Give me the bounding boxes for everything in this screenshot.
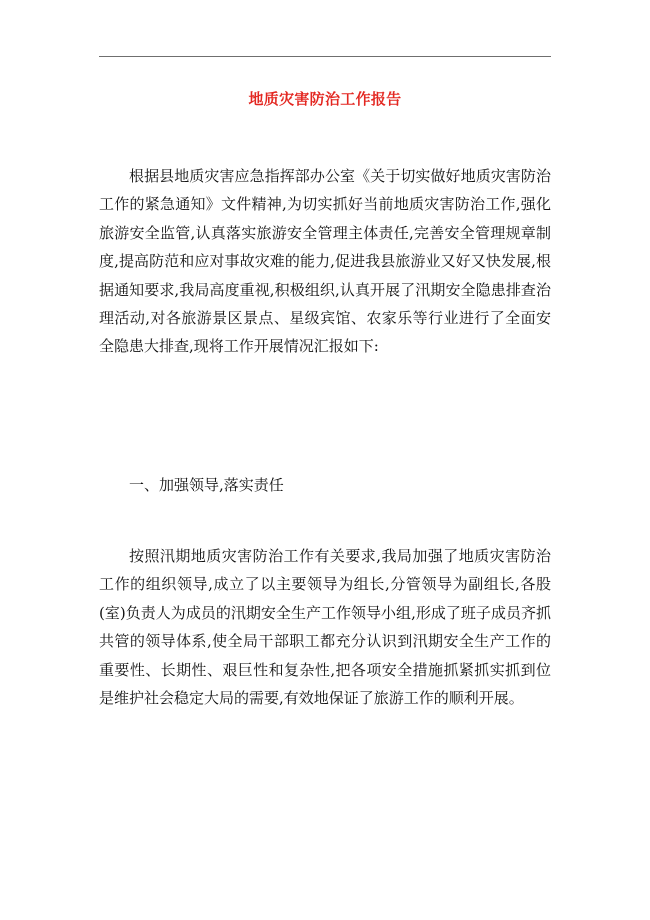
document-title: 地质灾害防治工作报告 — [248, 90, 402, 108]
section-paragraph: 按照汛期地质灾害防治工作有关要求,我局加强了地质灾害防治工作的组织领导,成立了以主要领导为组长,分管领导为副组长,各股(室)负责人为成员的汛期安全生产工作领导小组,形成了班子成员齐抓共管的领导体系,使全局干部职工都充分认识到汛期安全生产工作的重要性、长期性、艰巨性和复杂性,把各项安全措施抓紧抓实抓到位是维护社会稳定大局的需要,有效地保证了旅游工作的顺利开展。 — [99, 547, 551, 708]
section-heading: 一、加强领导,落实责任 — [129, 476, 284, 494]
intro-paragraph: 根据县地质灾害应急指挥部办公室《关于切实做好地质灾害防治工作的紧急通知》文件精神,为切实抓好当前地质灾害防治工作,强化旅游安全监管,认真落实旅游安全管理主体责任,完善安全管理规章制度,提高防范和应对事故灾难的能力,促进我县旅游业又好又快发展,根据通知要求,我局高度重视,积极组织,认真开展了汛期安全隐患排查治理活动,对各旅游景区景点、星级宾馆、农家乐等行业进行了全面安全隐患大排查,现将工作开展情况汇报如下: — [99, 167, 551, 356]
header-rule — [99, 56, 551, 57]
